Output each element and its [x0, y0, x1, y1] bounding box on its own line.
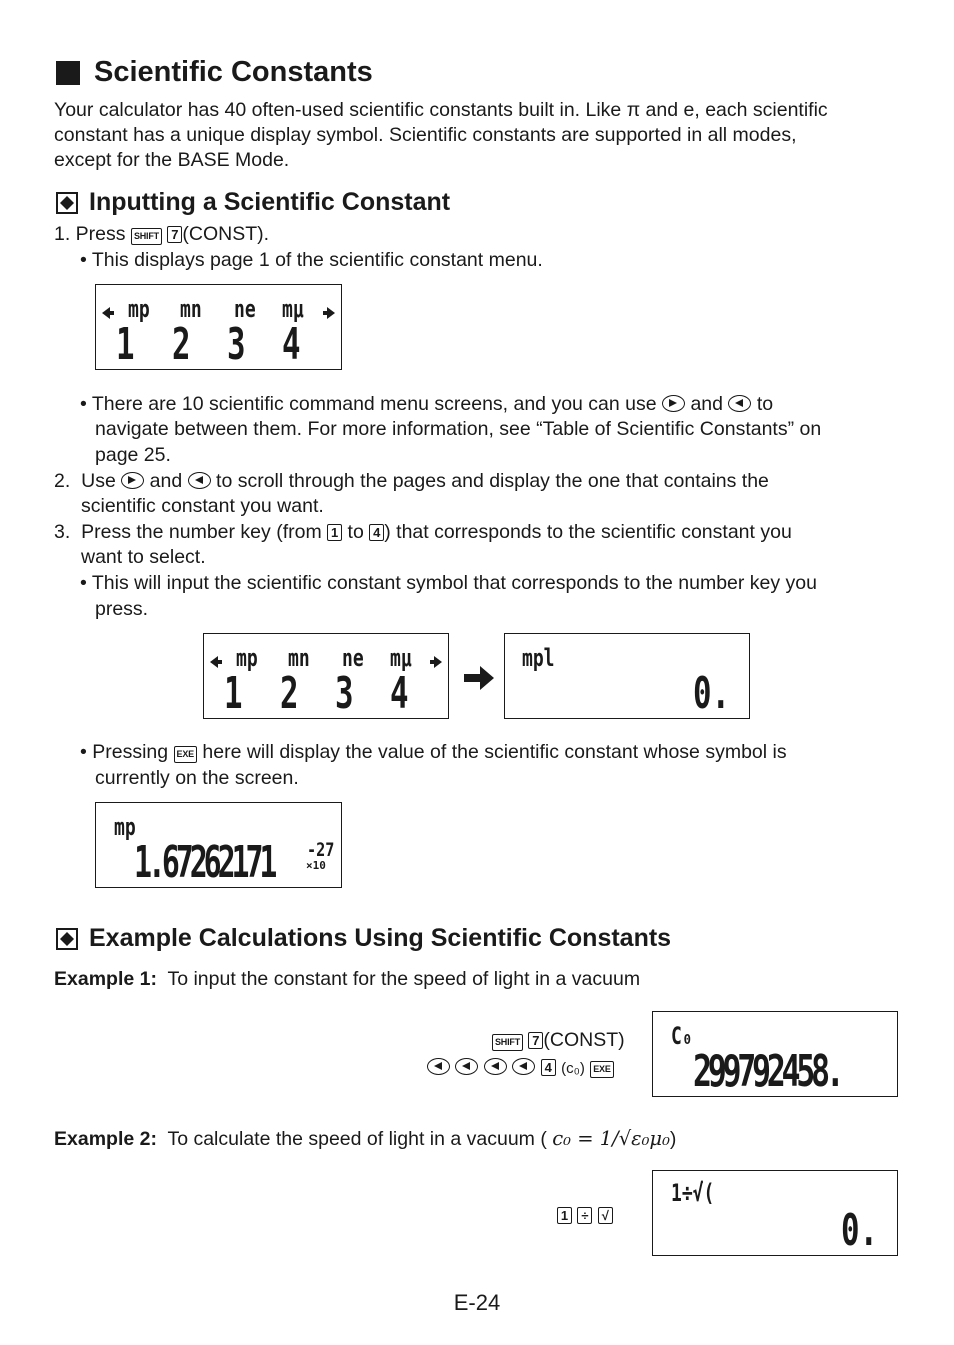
step-2-line-2: scientific constant you want. — [81, 495, 324, 517]
diamond-bullet-icon — [56, 928, 78, 950]
menu-label-1: mp — [236, 644, 258, 672]
intro-line-1: Your calculator has 40 often-used scientific constants built in. Like π and e, each scientific — [54, 99, 828, 121]
lcd-mp-value — [95, 802, 342, 888]
seven-key: 7 — [528, 1032, 543, 1049]
menu-label-4: mμ — [390, 644, 412, 672]
speed-of-light-formula: c₀ = 1/√ε₀μ₀ — [552, 1127, 670, 1150]
lcd-mp-exponent: -27 — [307, 839, 335, 861]
right-cursor-key-icon — [121, 472, 144, 489]
lcd-c0-symbol: C₀ — [671, 1022, 693, 1050]
lcd-constant-menu-2 — [203, 633, 449, 719]
step-3: 3. Press the number key (from 1 to 4 ) that corresponds to the scientific constant you — [54, 521, 792, 543]
ex1-keys-line-2: 4 (c₀) EXE — [427, 1055, 614, 1082]
subsection-inputting: Inputting a Scientific Constant — [56, 188, 450, 217]
menu-num-3: 3 — [227, 319, 246, 370]
four-key: 4 — [369, 524, 384, 541]
exe-bullet: • Pressing EXE here will display the value of the scientific constant whose symbol is — [80, 741, 787, 763]
exe-key: EXE — [590, 1061, 613, 1078]
ex1-keys-line-1: SHIFT 7 (CONST) — [492, 1028, 625, 1054]
left-cursor-key-icon — [455, 1058, 478, 1075]
left-cursor-key-icon — [188, 472, 211, 489]
ex2-keys — [557, 1203, 613, 1229]
menu-num-1: 1 — [116, 319, 135, 370]
left-cursor-key-icon — [728, 395, 751, 412]
one-key: 1 — [557, 1207, 572, 1224]
exe-bullet-line-2: currently on the screen. — [95, 767, 299, 789]
menu-screens-bullet: • There are 10 scientific command menu screens, and you can use and to — [80, 393, 774, 415]
menu-label-2: mn — [180, 295, 202, 323]
menu-num-4: 4 — [282, 319, 301, 370]
subsection-examples: Example Calculations Using Scientific Constants — [56, 924, 671, 953]
lcd-mpl-symbol: mpl — [522, 644, 555, 672]
lcd-speed-of-light — [652, 1011, 898, 1097]
intro-line-3: except for the BASE Mode. — [54, 149, 290, 171]
step-2: 2. Use and to scroll through the pages and display the one that contains the — [54, 470, 769, 492]
left-cursor-key-icon — [484, 1058, 507, 1075]
menu-screens-line-3: page 25. — [95, 444, 171, 466]
diamond-bullet-icon — [56, 192, 78, 214]
left-arrow-icon — [102, 307, 114, 319]
intro-line-2: constant has a unique display symbol. Scientific constants are supported in all modes, — [54, 124, 797, 146]
lcd-formula-symbol: 1÷√( — [671, 1179, 715, 1207]
lcd-mpl-value: 0. — [693, 668, 731, 719]
step-3-bullet-line-2: press. — [95, 598, 149, 620]
shift-key: SHIFT — [131, 228, 162, 245]
lcd-mp-symbol: mp — [114, 813, 136, 841]
shift-key: SHIFT — [492, 1034, 523, 1051]
menu-num-1: 1 — [224, 668, 243, 719]
menu-num-2: 2 — [280, 668, 299, 719]
left-cursor-key-icon — [427, 1058, 450, 1075]
exe-key: EXE — [174, 746, 197, 763]
lcd-c0-value: 299792458. — [693, 1046, 841, 1097]
lcd-mpl — [504, 633, 750, 719]
step-1: 1. Press SHIFT 7 (CONST). — [54, 223, 270, 245]
step-3-line-2: want to select. — [81, 546, 206, 568]
left-arrow-icon — [210, 656, 222, 668]
right-cursor-key-icon — [662, 395, 685, 412]
lcd-formula-value: 0. — [841, 1205, 879, 1256]
example-1: Example 1: To input the constant for the speed of light in a vacuum — [54, 968, 641, 990]
lcd-times-ten: ×10 — [306, 859, 326, 872]
sqrt-key: √ — [598, 1207, 613, 1224]
menu-screens-line-2: navigate between them. For more information, see “Table of Scientific Constants” on — [95, 418, 822, 440]
black-square-icon — [56, 61, 80, 85]
lcd-mp-mantissa: 1.67262171 — [134, 837, 274, 888]
right-arrow-icon — [430, 656, 442, 668]
menu-num-2: 2 — [172, 319, 191, 370]
page-number: E-24 — [453, 1290, 501, 1315]
right-arrow-icon — [323, 307, 335, 319]
four-key: 4 — [541, 1059, 556, 1076]
lcd-formula-input — [652, 1170, 898, 1256]
one-key: 1 — [327, 524, 342, 541]
menu-num-4: 4 — [390, 668, 409, 719]
divide-key: ÷ — [577, 1207, 592, 1224]
lcd-constant-menu — [95, 284, 342, 370]
section-title: Scientific Constants — [56, 56, 373, 89]
example-2: Example 2: To calculate the speed of light in a vacuum ( c₀ = 1/√ε₀μ₀) — [54, 1127, 677, 1150]
step-3-bullet: • This will input the scientific constant symbol that corresponds to the number key you — [80, 572, 817, 594]
menu-label-1: mp — [128, 295, 150, 323]
menu-label-3: ne — [342, 644, 364, 672]
menu-num-3: 3 — [335, 668, 354, 719]
right-arrow-icon — [464, 666, 494, 690]
seven-key: 7 — [167, 226, 182, 243]
menu-label-3: ne — [234, 295, 256, 323]
menu-label-4: mμ — [282, 295, 304, 323]
menu-label-2: mn — [288, 644, 310, 672]
left-cursor-key-icon — [512, 1058, 535, 1075]
step-1-bullet: • This displays page 1 of the scientific constant menu. — [80, 249, 543, 271]
